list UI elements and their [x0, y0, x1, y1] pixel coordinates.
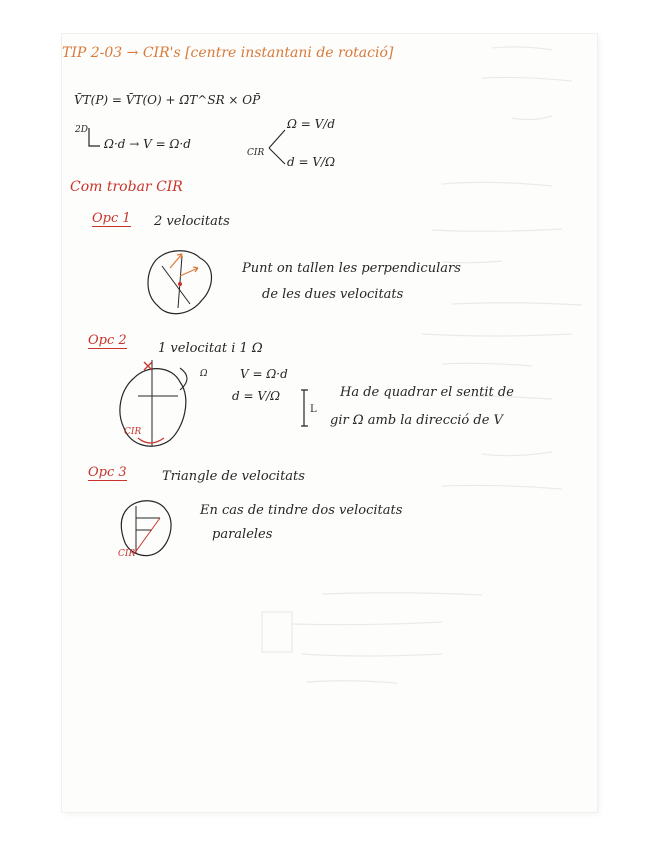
opc2-equation-2: d = V/Ω: [232, 389, 281, 403]
omega-equals-v-over-d: Ω = V/d: [287, 117, 336, 131]
opc2-note-1: Ha de quadrar el sentit de: [340, 385, 514, 400]
opc3-description-1: En cas de tindre dos velocitats: [200, 503, 403, 518]
svg-text:L: L: [310, 404, 317, 415]
opc2-rigid-body-sketch: [114, 358, 196, 454]
branch-arrows: [267, 124, 289, 168]
opc2-cir-label: CIR: [124, 427, 142, 437]
velocity-formula: V̄T(P) = V̄T(O) + Ω̄T^SR × OP̄: [74, 93, 261, 107]
opc2-label: Opc 2: [88, 333, 127, 348]
opc2-omega-label: Ω: [200, 369, 208, 379]
opc3-title: Triangle de velocitats: [162, 469, 305, 484]
opc1-description-1: Punt on tallen les perpendiculars: [242, 261, 461, 276]
opc2-note-2: gir Ω amb la direcció de V: [330, 413, 503, 428]
opc2-title: 1 velocitat i 1 Ω: [158, 341, 263, 356]
notebook-page: [62, 34, 597, 812]
d-equals-v-over-omega: d = V/Ω: [287, 155, 336, 169]
bracket-2d: [84, 126, 104, 152]
opc3-label: Opc 3: [88, 465, 127, 480]
opc1-title: 2 velocitats: [154, 214, 230, 229]
label-2d: 2D: [75, 125, 88, 135]
cir-subscript: CIR: [247, 148, 265, 158]
cir-velocity-formula: Ω·d → V = Ω·d: [104, 137, 191, 151]
opc2-distance-marker: [298, 388, 320, 430]
opc1-rigid-body-sketch: [142, 246, 218, 320]
opc3-cir-label: CIR: [118, 549, 136, 559]
opc3-description-2: paraleles: [212, 527, 273, 542]
opc1-description-2: de les dues velocitats: [262, 287, 404, 302]
opc2-equation-1: V = Ω·d: [240, 367, 288, 381]
opc1-label: Opc 1: [92, 211, 131, 226]
page-title: TIP 2-03 → CIR's [centre instantani de rotació]: [62, 45, 394, 61]
section-heading: Com trobar CIR: [70, 179, 183, 195]
